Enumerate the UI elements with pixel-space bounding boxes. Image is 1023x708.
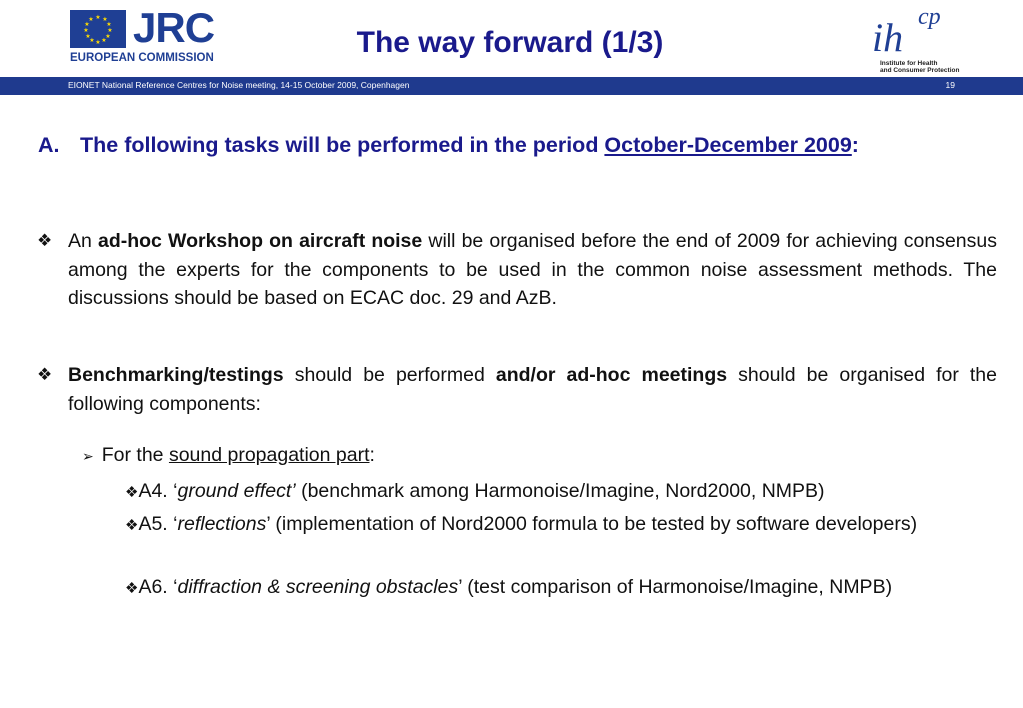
jrc-logo-text: JRC bbox=[133, 4, 215, 51]
section-a-colon: : bbox=[851, 133, 859, 157]
svg-text:★: ★ bbox=[84, 22, 90, 28]
bullet2-mid: should be performed bbox=[283, 364, 496, 386]
item-italic: reflections bbox=[177, 513, 267, 535]
svg-text:★: ★ bbox=[102, 17, 108, 23]
item-a6 bbox=[125, 573, 997, 604]
header-banner bbox=[0, 77, 1023, 95]
item-a5 bbox=[125, 510, 997, 541]
ihcp-logo-sup: cp bbox=[918, 4, 941, 30]
ihcp-logo-caption bbox=[880, 60, 970, 74]
item-rest: (benchmark among Harmonoise/Imagine, Nord2000, NMPB) bbox=[295, 480, 825, 502]
svg-text:★: ★ bbox=[95, 40, 101, 46]
svg-text:★: ★ bbox=[106, 22, 112, 28]
svg-text:★: ★ bbox=[101, 38, 107, 44]
bullet2-bold2: and/or ad-hoc meetings bbox=[495, 364, 728, 386]
svg-text:★: ★ bbox=[95, 15, 101, 21]
bullet2-post: should be organised for the following components: bbox=[68, 364, 997, 415]
slide-title: The way forward (1/3) bbox=[356, 26, 664, 59]
bullet-aircraft-workshop bbox=[68, 227, 997, 313]
item-a4 bbox=[125, 477, 997, 508]
diamond-bullet-icon: ❖ bbox=[37, 231, 53, 250]
svg-text:★: ★ bbox=[105, 34, 111, 40]
bullet-benchmarking bbox=[68, 361, 997, 418]
sub-heading-post: : bbox=[369, 444, 375, 466]
bullet1-pre: An bbox=[68, 230, 98, 252]
bullet1-bold: ad-hoc Workshop on aircraft noise bbox=[97, 230, 423, 252]
diamond-bullet-icon: ❖ bbox=[125, 580, 139, 597]
section-a-period: October-December 2009 bbox=[604, 133, 852, 157]
page-number: 19 bbox=[945, 80, 955, 90]
jrc-logo bbox=[70, 4, 215, 68]
jrc-logo-subtitle: EUROPEAN COMMISSION bbox=[70, 52, 214, 64]
item-id: A4. ‘ bbox=[138, 480, 178, 502]
item-rest: ’ (test comparison of Harmonoise/Imagine, NMPB) bbox=[458, 576, 893, 598]
section-a-pre: The following tasks will be performed in the period bbox=[80, 133, 605, 157]
sub-heading-pre: For the bbox=[101, 444, 169, 466]
arrow-bullet-icon: ➢ bbox=[82, 448, 94, 464]
meeting-caption: EIONET National Reference Centres for Noise meeting, 14-15 October 2009, Copenhagen bbox=[68, 80, 410, 90]
bullet1-post: will be organised before the end of 2009 for achieving consensus among the experts for the components to be used in the common noise assessment methods. The discussions should be based on ECAC doc. 29 and AzB. bbox=[68, 230, 997, 309]
svg-text:★: ★ bbox=[83, 28, 89, 34]
ihcp-logo-line1: Institute for Health bbox=[880, 60, 938, 67]
item-id: A5. ‘ bbox=[138, 513, 178, 535]
item-italic: diffraction & screening obstacles bbox=[177, 576, 459, 598]
svg-text:★: ★ bbox=[88, 17, 94, 23]
ihcp-logo-main: ih bbox=[872, 15, 904, 60]
diamond-bullet-icon: ❖ bbox=[37, 365, 53, 384]
item-rest: ’ (implementation of Nord2000 formula to be tested by software developers) bbox=[266, 513, 918, 535]
svg-text:★: ★ bbox=[107, 28, 113, 34]
ihcp-logo-line2: and Consumer Protection bbox=[880, 67, 960, 74]
svg-text:★: ★ bbox=[89, 38, 95, 44]
item-id: A6. ‘ bbox=[138, 576, 178, 598]
section-a-text bbox=[80, 130, 960, 161]
diamond-bullet-icon: ❖ bbox=[125, 517, 139, 534]
item-italic: ground effect’ bbox=[177, 480, 296, 502]
sub-heading-underlined: sound propagation part bbox=[168, 444, 370, 466]
sub-heading-sound-propagation bbox=[82, 441, 375, 471]
bullet2-bold1: Benchmarking/testings bbox=[68, 364, 284, 386]
eu-flag-icon bbox=[70, 10, 126, 48]
section-letter: A. bbox=[38, 133, 60, 157]
ihcp-logo bbox=[872, 4, 962, 74]
diamond-bullet-icon: ❖ bbox=[125, 484, 139, 501]
svg-text:★: ★ bbox=[85, 34, 91, 40]
